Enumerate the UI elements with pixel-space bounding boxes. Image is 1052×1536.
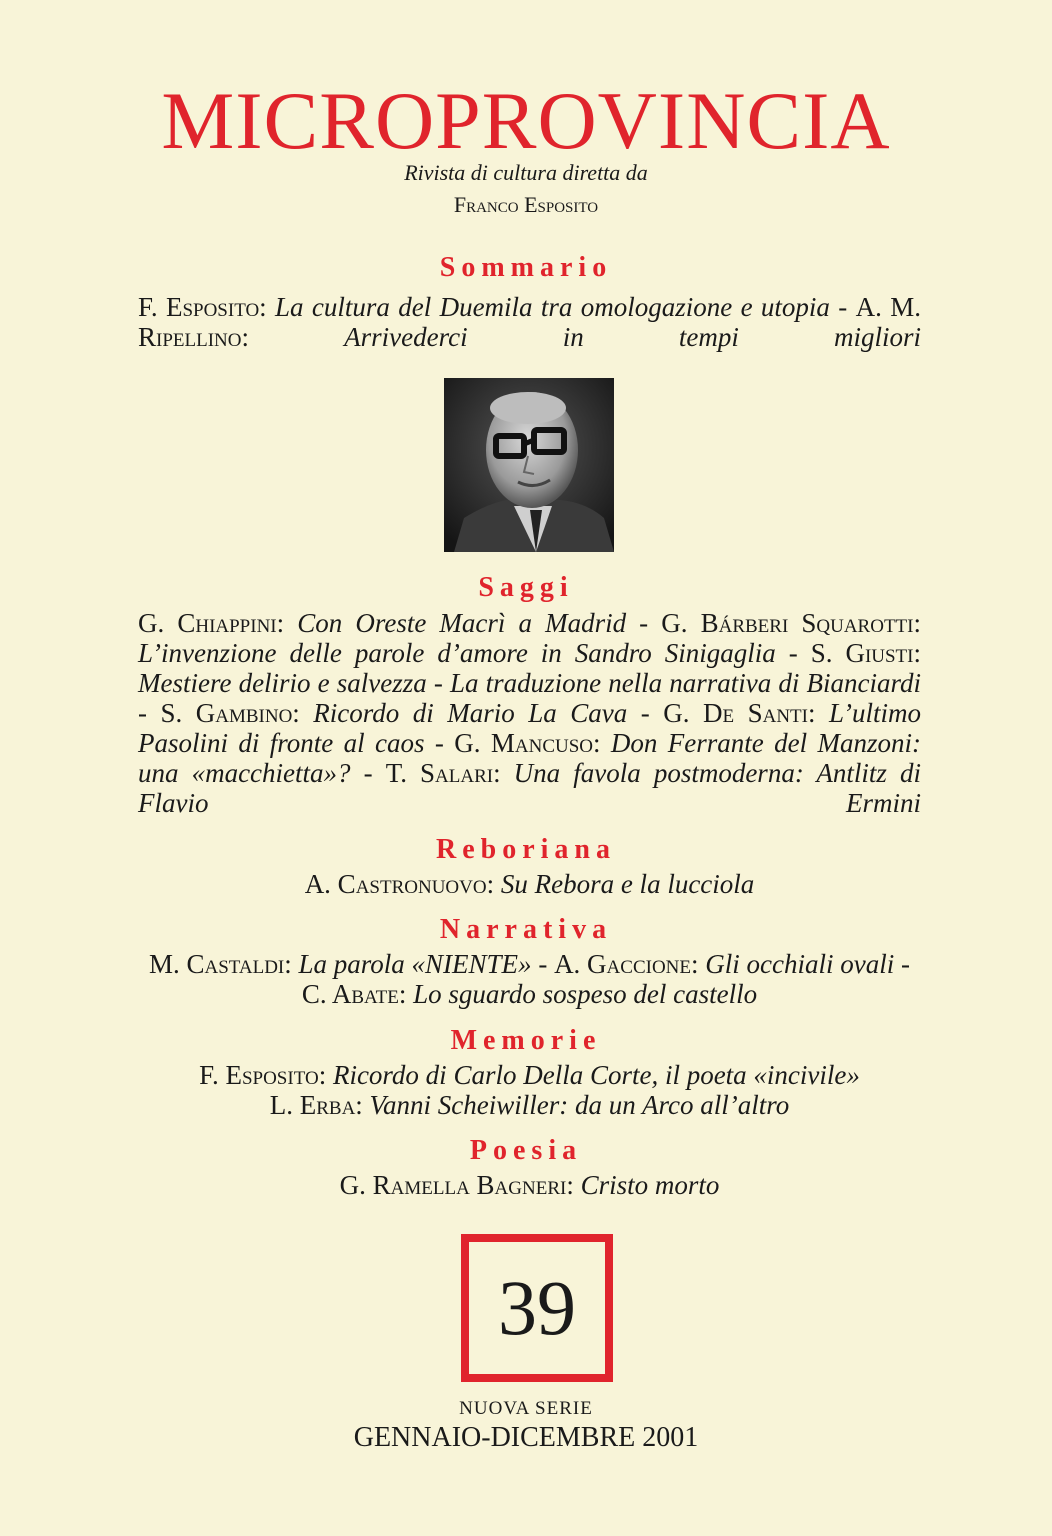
entry-separator: - — [775, 638, 811, 668]
entry-title: Con Oreste Macrì a Madrid — [297, 608, 627, 638]
memorie-entries — [138, 1060, 921, 1120]
entry-author: M. Castaldi: — [149, 949, 299, 979]
entry-author: G. Mancuso: — [454, 728, 611, 758]
entry-separator: - — [627, 698, 664, 728]
entry-author: S. Giusti: — [810, 638, 921, 668]
entry-title: Una favola postmoderna: Antlitz di Flavio Ermini — [138, 758, 921, 818]
author-portrait-photo — [444, 378, 614, 552]
entry-author: F. Esposito: — [199, 1060, 333, 1090]
entry-separator: - — [424, 728, 455, 758]
entry-separator: - — [829, 292, 856, 322]
entry-author: G. Chiappini: — [138, 608, 298, 638]
narrativa-entries — [138, 949, 921, 1009]
issue-period: GENNAIO-DICEMBRE 2001 — [353, 1422, 699, 1453]
entry-author: A. M. Ripellino: — [138, 292, 921, 352]
magazine-subtitle: Rivista di cultura diretta da — [404, 160, 648, 185]
entry-author: G. De Santi: — [663, 698, 829, 728]
section-heading-saggi: Saggi — [478, 572, 574, 603]
entry-title: Gli occhiali ovali — [705, 949, 895, 979]
poesia-entries — [138, 1170, 921, 1200]
director-name: Franco Esposito — [453, 192, 599, 217]
entry-title: Vanni Scheiwiller: da un Arco all’altro — [369, 1090, 790, 1120]
sommario-entries — [138, 292, 921, 352]
entry-author: F. Esposito: — [138, 292, 276, 322]
entry-title: Ricordo di Mario La Cava — [313, 698, 628, 728]
entry-title: Lo sguardo sospeso del castello — [413, 979, 758, 1009]
entry-title: Ricordo di Carlo Della Corte, il poeta «incivile» — [332, 1060, 860, 1090]
entry-title: Arrivederci in tempi migliori — [344, 322, 922, 352]
entry-author: A. Gaccione: — [554, 949, 706, 979]
entry-title: La parola «NIENTE» — [298, 949, 532, 979]
section-heading-sommario: Sommario — [439, 252, 613, 283]
reboriana-entries — [138, 869, 921, 899]
saggi-entries — [138, 608, 921, 818]
entry-author: T. Salari: — [385, 758, 514, 788]
entry-author: G. Bárberi Squarotti: — [661, 608, 921, 638]
entry-separator: - — [531, 949, 555, 979]
magazine-title: MICROPROVINCIA — [161, 75, 891, 166]
entry-title: Don Ferrante del Manzoni: una «macchietta»? — [138, 728, 921, 788]
series-label: NUOVA SERIE — [459, 1398, 593, 1419]
entry-author: S. Gambino: — [160, 698, 314, 728]
issue-number: 39 — [498, 1264, 576, 1351]
entry-separator: - — [350, 758, 386, 788]
entry-separator: - — [894, 949, 910, 979]
entry-title: La cultura del Duemila tra omologazione e utopia — [275, 292, 830, 322]
entry-title: Cristo morto — [580, 1170, 720, 1200]
section-heading-narrativa: Narrativa — [439, 914, 613, 945]
entry-separator: - — [138, 698, 161, 728]
entry-separator: - — [626, 608, 662, 638]
entry-title: L’invenzione delle parole d’amore in Sandro Sinigaglia — [138, 638, 776, 668]
entry-title: Mestiere delirio e salvezza - La traduzione nella narrativa di Bianciardi — [138, 668, 921, 698]
entry-author: A. Castronuovo: — [304, 869, 501, 899]
entry-title: L’ultimo Pasolini di fronte al caos — [138, 698, 921, 758]
entry-author: L. Erba: — [269, 1090, 370, 1120]
section-heading-memorie: Memorie — [450, 1025, 602, 1056]
entry-author: C. Abate: — [301, 979, 414, 1009]
section-heading-reboriana: Reboriana — [436, 834, 616, 865]
entry-author: G. Ramella Bagneri: — [339, 1170, 581, 1200]
section-heading-poesia: Poesia — [469, 1135, 583, 1166]
issue-number-box — [461, 1234, 613, 1382]
entry-title: Su Rebora e la lucciola — [500, 869, 755, 899]
portrait-illustration — [444, 378, 614, 552]
